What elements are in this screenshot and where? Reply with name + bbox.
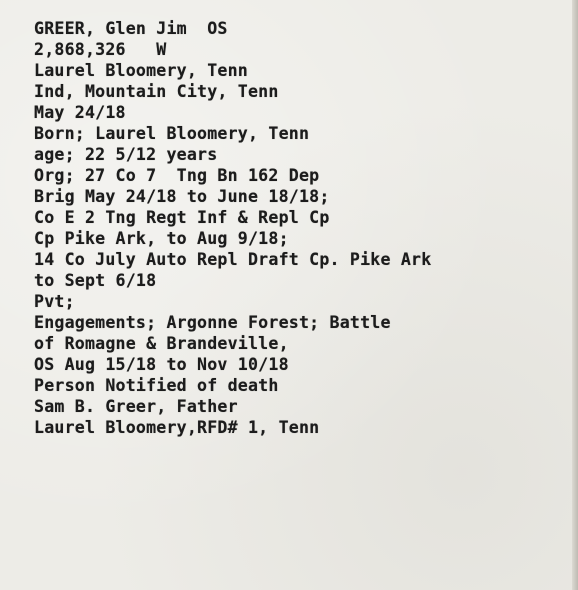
- birthplace-line: Born; Laurel Bloomery, Tenn: [34, 124, 310, 143]
- typed-record-lines: [34, 18, 431, 438]
- inducted-line: Ind, Mountain City, Tenn: [34, 82, 279, 101]
- next-of-kin-line: Sam B. Greer, Father: [34, 397, 238, 416]
- organization-line: Org; 27 Co 7 Tng Bn 162 Dep: [34, 166, 320, 185]
- organization-line: Cp Pike Ark, to Aug 9/18;: [34, 229, 289, 248]
- notification-line: Person Notified of death: [34, 376, 279, 395]
- organization-line: 14 Co July Auto Repl Draft Cp. Pike Ark: [34, 250, 432, 269]
- organization-line: Brig May 24/18 to June 18/18;: [34, 187, 330, 206]
- age-line: age; 22 5/12 years: [34, 145, 218, 164]
- residence-line: Laurel Bloomery, Tenn: [34, 61, 248, 80]
- induction-date-line: May 24/18: [34, 103, 126, 122]
- engagements-line: Engagements; Argonne Forest; Battle: [34, 313, 391, 332]
- engagements-line: of Romagne & Brandeville,: [34, 334, 289, 353]
- card-edge: [572, 0, 578, 590]
- organization-line: Co E 2 Tng Regt Inf & Repl Cp: [34, 208, 330, 227]
- rank-line: Pvt;: [34, 292, 75, 311]
- overseas-service-line: OS Aug 15/18 to Nov 10/18: [34, 355, 289, 374]
- next-of-kin-address-line: Laurel Bloomery,RFD# 1, Tenn: [34, 418, 320, 437]
- organization-line: to Sept 6/18: [34, 271, 157, 290]
- serial-number-line: 2,868,326 W: [34, 40, 167, 59]
- name-line: GREER, Glen Jim OS: [34, 19, 228, 38]
